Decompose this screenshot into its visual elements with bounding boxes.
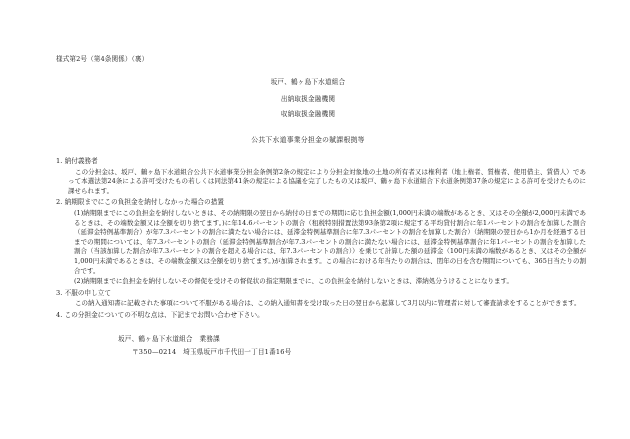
section-3 <box>56 289 586 309</box>
section-2-heading <box>56 198 586 208</box>
section-1-number: 1. <box>56 157 63 165</box>
section-1 <box>56 157 586 196</box>
section-4 <box>56 311 586 321</box>
contact-department: 坂戸、鶴ヶ島下水道組合 業務課 <box>118 334 220 343</box>
section-4-title: この分担金についての不明な点は、下記までお問い合わせ下さい。 <box>64 310 264 319</box>
section-1-paragraph: この分担金は、坂戸、鶴ヶ島下水道組合公共下水道事業分担金条例第2条の規定により分担金対象地の土地の所有者又は権利者（地上権者、質権者、使用借主、賃借人）であって本選法第24条による許可受けたもの若しくは同法第41条の規定による協議を完了したもの又は坂戸、鶴ヶ島下水道組合下水道条例第37条の規定による許可を受けたものに課せられます。 <box>68 167 586 195</box>
section-4-heading <box>56 311 586 321</box>
form-code: 様式第2号（第4条関係）（裏） <box>56 55 149 63</box>
section-3-paragraph: この納入通知書に記載された事項について不服がある場合は、この納入通知書を受け取った日の翌日から起算して3月以内に管理者に対して審査請求をすることができます。 <box>75 299 581 308</box>
section-2-paragraph-1: (1)納期限までにこの負担金を納付しないときは、その納期限の翌日から納付の日までの期間に応じ負担金額(1,000円未満の端数があるとき、又はその全額が2,000円未満であるときは、その端数金額又は全額を切り捨てます。)に年14.6パーセントの割合（租税特別措置法第93条第2項に規定する平均貸付割合に年1パーセントの割合を加算した割合（延滞金特例基準割合）が年7.3パーセントの割合に満たない場合には、延滞金特例基準割合に年7.3パーセントの割合を加算した割合）（納期限の翌日から1か月を経過する日までの期間については、年7.3パーセントの割合（延滞金特例基準割合が年7.3パーセントの割合に満たない場合には、延滞金特例基準割合に年1パーセントの割合を加算した割合（当該加算した割合が年7.3パーセントの割合を超える場合には、年7.3パーセントの割合））を乗じて計算した額の延滞金（100円未満の端数があるとき、又はその全額が1,000円未満であるときは、その端数金額又は全額を切り捨てます。)が加算されます。この場合における年当たりの割合は、閏年の日を含む期間についても、365日当たりの割合です。 <box>74 208 586 275</box>
section-4-number: 4. <box>56 310 63 319</box>
section-2 <box>56 198 586 286</box>
contact-block <box>56 334 586 358</box>
section-2-paragraph-2: (2)納期限までに負担金を納付しないその督促を受けその督促状の指定期限までに、この負担金を納付しないときは、滞納処分うけることになります。 <box>74 277 514 286</box>
section-2-number: 2. <box>56 198 63 207</box>
section-3-title: 不服の申し立て <box>64 288 112 297</box>
section-1-title: 納付義務者 <box>64 157 98 165</box>
contact-address: 〒350—0214 埼玉県坂戸市千代田一丁目1番16号 <box>132 348 292 357</box>
section-3-heading <box>56 289 586 299</box>
issuer-role-collection: 収納取扱金融機関 <box>280 109 336 118</box>
section-1-heading <box>56 157 586 167</box>
issuer-role-disbursement: 出納取扱金融機関 <box>280 94 336 103</box>
section-2-title: 納期限までにこの負担金を納付しなかった場合の措置 <box>64 198 225 207</box>
section-3-number: 3. <box>56 288 63 297</box>
issuer-organization: 坂戸、鶴ヶ島下水道組合 <box>270 78 346 87</box>
page-title: 公共下水道事業分担金の賦課根拠等 <box>251 136 365 144</box>
